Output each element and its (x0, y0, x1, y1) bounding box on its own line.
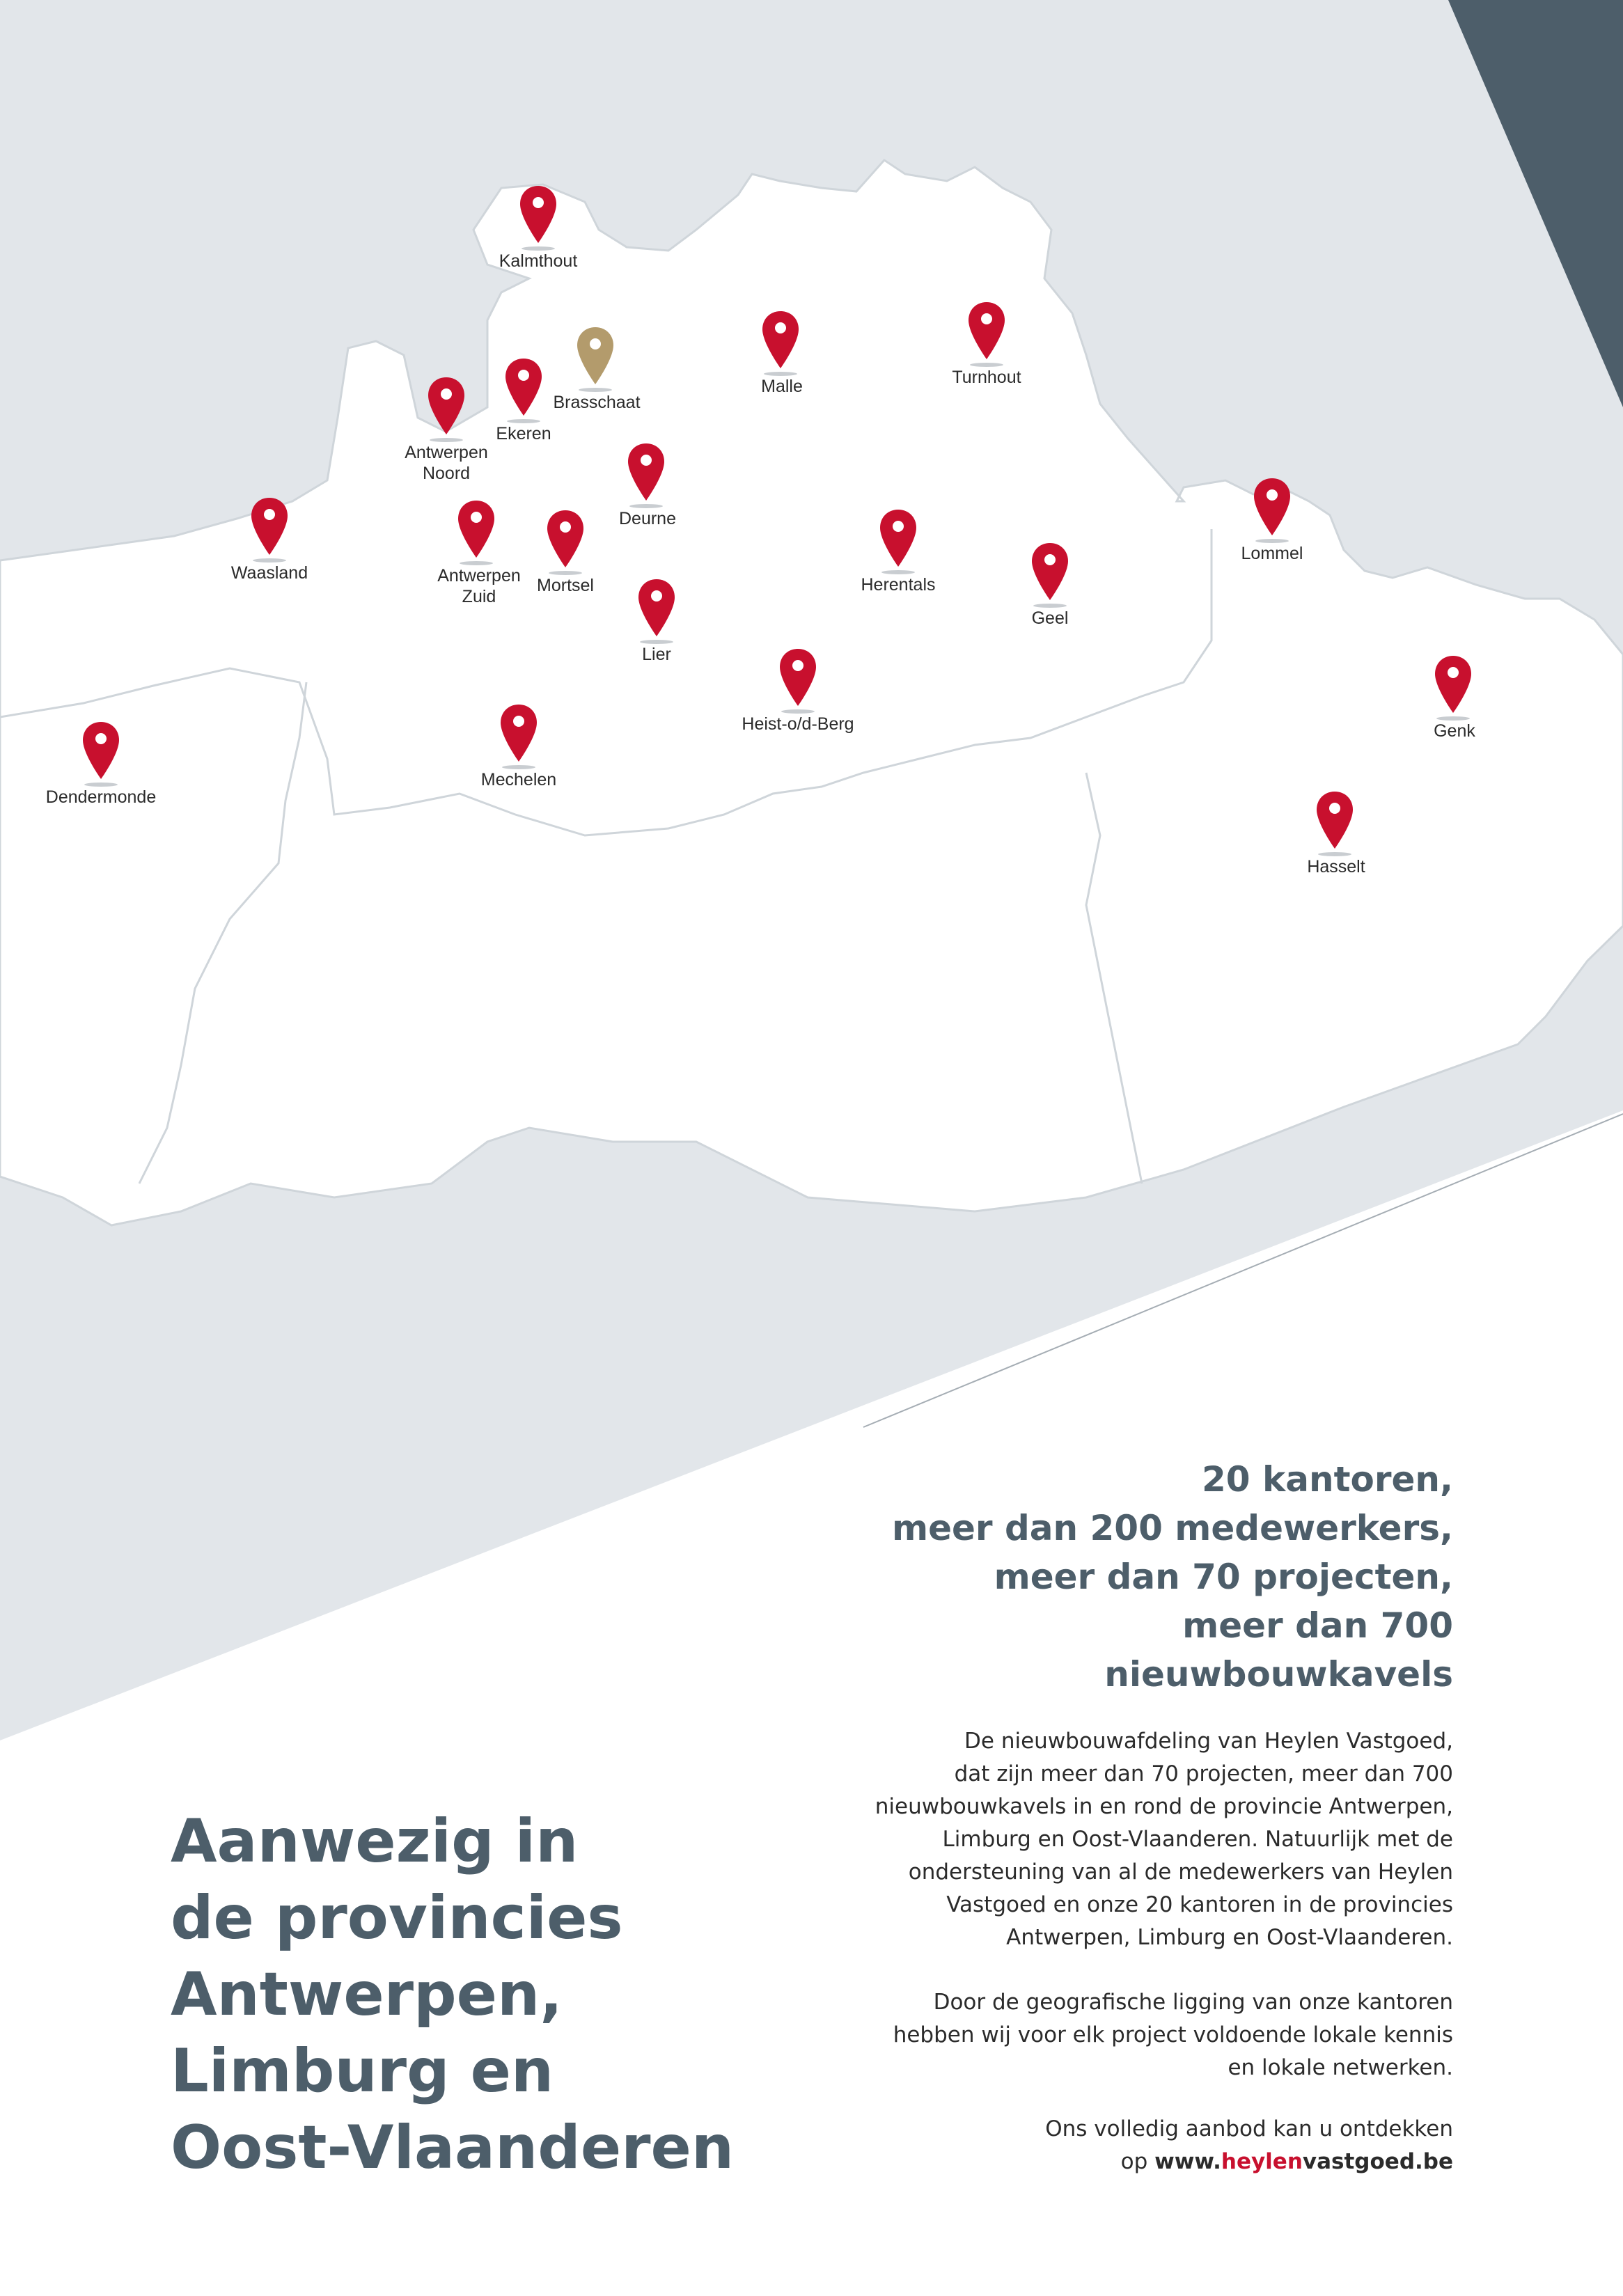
map-pin-icon (778, 647, 817, 714)
map-pin[interactable] (427, 376, 483, 453)
headline-line: de provincies (171, 1883, 623, 1953)
geo-paragraph (757, 1986, 1453, 2084)
map-pin-label: Geel (1031, 608, 1069, 628)
intro-line: nieuwbouwkavels in en rond de provincie Antwerpen, (875, 1794, 1453, 1819)
intro-paragraph (757, 1725, 1453, 1954)
cta-prefix: op (1120, 2149, 1155, 2174)
map-pin-label: Heist-o/d-Berg (742, 714, 854, 734)
map-pin-label: Antwerpen Noord (405, 443, 488, 483)
map-pin[interactable] (637, 578, 693, 654)
headline-line: Oost-Vlaanderen (171, 2113, 735, 2183)
map-pin[interactable] (761, 310, 817, 386)
map-pin-label: Ekeren (496, 424, 551, 443)
map-pin-label: Genk (1434, 721, 1475, 741)
stats-line: meer dan 200 medewerkers, (891, 1508, 1453, 1548)
map-pin-icon (546, 509, 585, 576)
intro-line: Antwerpen, Limburg en Oost-Vlaanderen. (1006, 1925, 1453, 1950)
geo-line: Door de geografische ligging van onze kantoren (933, 1990, 1453, 2015)
map-pin-icon (576, 326, 615, 393)
map-pin-label: Dendermonde (45, 787, 157, 807)
map-pin[interactable] (250, 496, 306, 573)
map-pin[interactable] (879, 508, 934, 585)
map-pin-icon (519, 184, 558, 251)
headline-line: Aanwezig in (171, 1807, 579, 1876)
geo-line: hebben wij voor elk project voldoende lokale kennis (893, 2022, 1453, 2047)
website-link[interactable] (1154, 2149, 1453, 2174)
cta-url-line (757, 2146, 1453, 2178)
map-pin-label: Herentals (861, 575, 936, 595)
map-pin-icon (637, 578, 676, 645)
map-pin-icon (1253, 477, 1292, 544)
stats-line: meer dan 70 projecten, (994, 1557, 1453, 1597)
map-pin-label: Deurne (619, 509, 676, 528)
map-pin-icon (761, 310, 800, 377)
map-pin-icon (504, 357, 543, 424)
page-headline (171, 1803, 734, 2186)
geo-line: en lokale netwerken. (1228, 2055, 1453, 2080)
map-pin-label: Antwerpen Zuid (437, 566, 521, 606)
map-pin[interactable] (81, 721, 137, 797)
map-pin[interactable] (576, 326, 632, 402)
stats-line: 20 kantoren, (1202, 1459, 1453, 1500)
stats-line: meer dan 700 (1182, 1605, 1453, 1646)
map-pin-label: Kalmthout (499, 251, 578, 271)
map-pin-label: Mortsel (537, 576, 594, 595)
map-pin-icon (457, 499, 496, 566)
map-pin-label: Malle (761, 377, 803, 396)
map-pin[interactable] (546, 509, 602, 585)
url-part-www: www. (1154, 2149, 1221, 2174)
map-pin[interactable] (457, 499, 512, 576)
map-pin-label: Brasschaat (553, 393, 641, 412)
map-pin-icon (1030, 542, 1069, 608)
map-pin[interactable] (1030, 542, 1086, 618)
map-pin[interactable] (627, 442, 682, 519)
map-pin-icon (627, 442, 666, 509)
intro-line: De nieuwbouwafdeling van Heylen Vastgoed, (964, 1729, 1453, 1754)
stats-line: nieuwbouwkavels (1104, 1654, 1453, 1695)
map-pin-icon (427, 376, 466, 443)
map-pin[interactable] (778, 647, 834, 724)
map-pin-label: Lommel (1241, 544, 1303, 563)
intro-line: Limburg en Oost-Vlaanderen. Natuurlijk met de (942, 1827, 1453, 1852)
map-pin-icon (499, 703, 538, 770)
map-pin[interactable] (1253, 477, 1308, 553)
url-part-brand: heylen (1221, 2149, 1303, 2174)
map-pin-label: Turnhout (952, 368, 1021, 387)
map-pin-label: Mechelen (480, 770, 557, 789)
intro-line: Vastgoed en onze 20 kantoren in de provincies (946, 1892, 1453, 1917)
cta-paragraph (757, 2113, 1453, 2178)
map-pin-label: Lier (642, 645, 671, 664)
url-part-domain: vastgoed.be (1302, 2149, 1453, 2174)
headline-line: Limburg en (171, 2036, 554, 2106)
cta-line: Ons volledig aanbod kan u ontdekken (1045, 2116, 1453, 2141)
map-pin[interactable] (519, 184, 574, 261)
map-pin-label: Waasland (230, 563, 308, 583)
map-pin[interactable] (967, 301, 1023, 377)
map-pin-icon (967, 301, 1006, 368)
map-pin[interactable] (499, 703, 555, 780)
map-pin-icon (81, 721, 120, 787)
map-pin-icon (1434, 654, 1473, 721)
map-pin-icon (879, 508, 918, 575)
stats-heading (757, 1455, 1453, 1699)
map-pin[interactable] (1434, 654, 1489, 731)
intro-line: ondersteuning van al de medewerkers van Heylen (908, 1859, 1453, 1885)
map-pin[interactable] (504, 357, 560, 434)
map-pin-icon (1315, 790, 1354, 857)
intro-line: dat zijn meer dan 70 projecten, meer dan 700 (954, 1761, 1453, 1786)
map-pin-icon (250, 496, 289, 563)
map-pin[interactable] (1315, 790, 1371, 867)
headline-line: Antwerpen, (171, 1960, 563, 2029)
map-pin-label: Hasselt (1307, 857, 1365, 876)
